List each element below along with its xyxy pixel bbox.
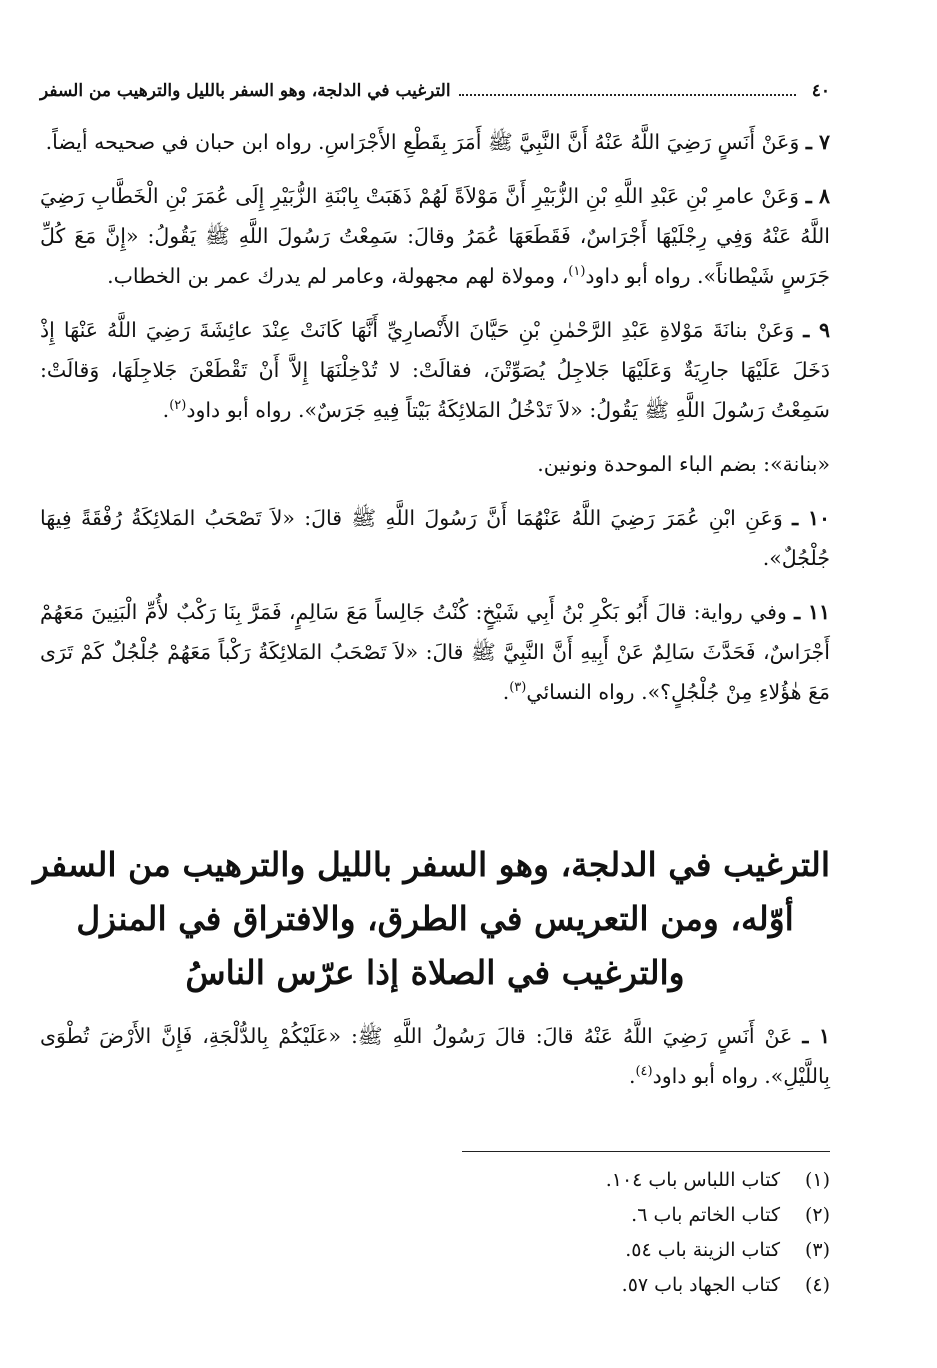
- hadith-text: وَعَنْ أَنَسٍ رَضِيَ اللَّهُ عَنْهُ أَنَّ النَّبِيَّ ﷺ أَمَرَ بِقَطْعِ الأَجْرَاسِ. رواه ابن حبان في صحيحه أيضاً.: [45, 130, 800, 154]
- section-body: [40, 1016, 830, 1110]
- footnote-text: كتاب اللباس باب ١٠٤.: [605, 1169, 780, 1191]
- hadith-text: عَنْ أَنَسٍ رَضِيَ اللَّهُ عَنْهُ قالَ: قالَ رَسُولُ اللَّهِ ﷺ: «عَلَيْكُمْ بِالدُّلْجَةِ، فَإِنَّ الأَرْضَ تُطْوَى بِاللَّيْلِ». رواه أبو داود: [40, 1024, 830, 1088]
- hadith-text-continued: ، ومولاة لهم مجهولة، وعامر لم يدرك عمر بن الخطاب.: [107, 264, 569, 288]
- hadith-text: وفي رواية: قالَ أَبُو بَكْرِ بْنُ أَبِي شَيْخٍ: كُنْتُ جَالِساً مَعَ سَالِمٍ، فَمَرَّ بِنَا رَكْبٌ لأُمِّ الْبَنِينَ مَعَهُمْ أَجْرَاسٌ، فَحَدَّثَ سَالِمٌ عَنْ أَبِيهِ أَنَّ النَّبِيَّ ﷺ قالَ: «لاَ تَصْحَبُ المَلائِكَةُ رَكْباً مَعَهُمْ جُلْجُلٌ كَمْ تَرَى مَعَ هٰؤُلاءِ مِنْ جُلْجُلٍ؟». رواه النسائي: [40, 600, 830, 704]
- footnote-number: (٣): [804, 1239, 830, 1261]
- footnote-number: (٤): [804, 1274, 830, 1296]
- hadith-number: ١١ ـ: [794, 600, 830, 624]
- footnote: [40, 1233, 830, 1268]
- hadith-text-continued: .: [628, 1064, 636, 1088]
- hadith-paragraph: [40, 498, 830, 578]
- hadith-text-continued: .: [502, 680, 510, 704]
- footnote-reference: (٢): [169, 398, 187, 414]
- hadith-number: ١ ـ: [802, 1024, 830, 1048]
- footnotes: [40, 1163, 830, 1303]
- hadith-text-continued: .: [162, 398, 170, 422]
- footnote-number: (٢): [804, 1204, 830, 1226]
- hadith-paragraph: [40, 1016, 830, 1096]
- hadith-list: [40, 122, 830, 726]
- footnote-text: كتاب الجهاد باب ٥٧.: [621, 1274, 780, 1296]
- footnote-reference: (١): [568, 264, 586, 280]
- hadith-paragraph: [40, 592, 830, 712]
- hadith-number: ٨ ـ: [805, 184, 830, 208]
- footnote: [40, 1268, 830, 1303]
- running-header-title: الترغيب في الدلجة، وهو السفر بالليل والترهيب من السفر: [40, 81, 451, 101]
- footnote: [40, 1163, 830, 1198]
- hadith-text: وَعَنْ بنانَةَ مَوْلاةِ عَبْدِ الرَّحْمٰنِ بْنِ حَيَّانَ الأَنْصارِيِّ أَنَّهَا كَانَتْ عِنْدَ عائِشَةَ رَضِيَ اللَّهُ عَنْهَا إِذْ دَخَلَ عَلَيْهَا جارِيَةٌ وَعَلَيْهَا جَلاجِلُ يُصَوِّتْنَ، فقالَتْ: لا تُدْخِلْنَهَا إِلاَّ أَنْ تَقْطَعْنَ جَلاجِلَهَا، وَقالَتْ: سَمِعْتُ رَسُولَ اللَّهِ ﷺ يَقُولُ: «لاَ تَدْخُلُ المَلائِكَةُ بَيْتاً فِيهِ جَرَسٌ». رواه أبو داود: [40, 318, 830, 422]
- hadith-paragraph: [40, 122, 830, 162]
- hadith-paragraph: [40, 176, 830, 296]
- footnote-text: كتاب الزينة باب ٥٤.: [625, 1239, 780, 1261]
- section-heading-line: أوّله، ومن التعريس في الطرق، والافتراق في المنزل: [76, 899, 794, 938]
- footnote-number: (١): [804, 1169, 830, 1191]
- footnote: [40, 1198, 830, 1233]
- hadith-number: ١٠ ـ: [792, 506, 830, 530]
- running-header: [40, 74, 830, 108]
- hadith-paragraph: [40, 310, 830, 430]
- hadith-number: ٧ ـ: [805, 130, 830, 154]
- footnote-reference: (٣): [509, 680, 527, 696]
- section-heading-line: الترغيب في الدلجة، وهو السفر بالليل والترهيب من السفر: [32, 845, 830, 884]
- footnote-reference: (٤): [635, 1064, 653, 1080]
- section-heading: [32, 838, 830, 1000]
- hadith-text: وَعَنْ عامرِ بْنِ عَبْدِ اللَّهِ بْنِ الزُّبَيْرِ أَنَّ مَوْلاَةً لَهُمْ ذَهَبَتْ بِابْنَةِ الزُّبَيْرِ إِلَى عُمَرَ بْنِ الْخَطَّابِ رَضِيَ اللَّهُ عَنْهُ وَفِي رِجْلَيْهَا أَجْرَاسٌ، فَقَطَعَهَا عُمَرُ وقالَ: سَمِعْتُ رَسُولَ اللَّهِ ﷺ يَقُولُ: «إِنَّ مَعَ كُلِّ جَرَسٍ شَيْطاناً». رواه أبو داود: [40, 184, 830, 288]
- header-dotted-leader: [459, 94, 796, 96]
- section-heading-line: والترغيب في الصلاة إذا عرّس الناسُ: [185, 953, 685, 992]
- footnote-divider: [462, 1151, 830, 1152]
- hadith-text: وَعَنِ ابْنِ عُمَرَ رَضِيَ اللَّهُ عَنْهُمَا أَنَّ رَسُولَ اللَّهِ ﷺ قالَ: «لاَ تَصْحَبُ المَلائِكَةُ رُفْقَةً فِيهَا جُلْجُلٌ».: [40, 506, 830, 570]
- page-number: ٤٠: [811, 81, 830, 101]
- hadith-number: ٩ ـ: [803, 318, 830, 342]
- footnote-text: كتاب الخاتم باب ٦.: [631, 1204, 780, 1226]
- gloss-paragraph: [40, 444, 830, 484]
- gloss-text: «بنانة»: بضم الباء الموحدة ونونين.: [537, 452, 830, 476]
